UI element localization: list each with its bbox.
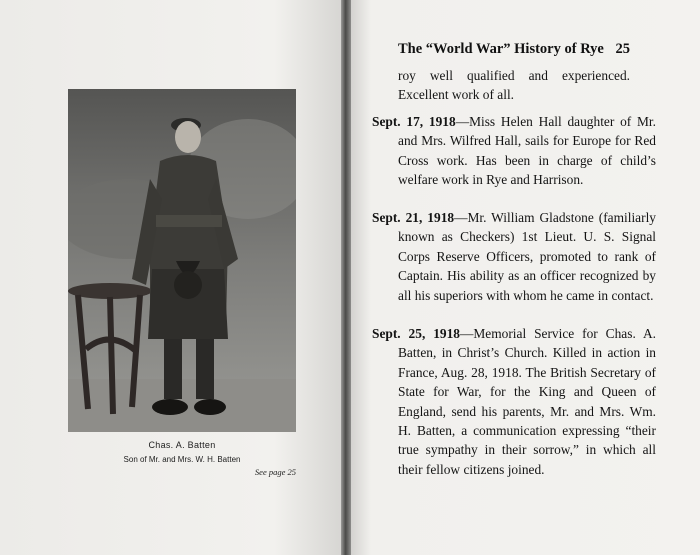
entry-text: —Miss Helen Hall daughter of Mr. and Mrs. Wilfred Hall, sails for Europe for Red Cross work. Has been in charge of child’s welfare work in Rye and Harrison. xyxy=(398,114,656,188)
soldier-photograph xyxy=(68,89,296,432)
header-title: The “World War” History of Rye xyxy=(398,41,604,57)
running-header xyxy=(398,41,630,58)
entry-sept-25 xyxy=(372,324,656,479)
entry-date: Sept. 17, 1918 xyxy=(372,114,456,129)
entry-date: Sept. 21, 1918 xyxy=(372,210,455,225)
continued-paragraph: roy well qualified and experienced. Excellent work of all. xyxy=(398,68,630,103)
page-number: 25 xyxy=(615,41,630,57)
entry-sept-21 xyxy=(372,208,656,305)
photo-caption-name: Chas. A. Batten xyxy=(148,440,216,450)
photo-caption-subtitle: Son of Mr. and Mrs. W. H. Batten xyxy=(123,455,241,464)
book-gutter xyxy=(341,0,351,555)
entry-text: —Mr. William Gladstone (familiarly known as Checkers) 1st Lieut. U. S. Signal Corps Reserve Officers, promoted to rank of Captain. His ability as an officer recognized by all his superiors with whom he came in contact. xyxy=(398,210,656,303)
entry-sept-17 xyxy=(372,112,656,190)
photo-caption-page-reference: See page 25 xyxy=(254,467,296,477)
soldier-figure-illustration xyxy=(68,89,296,432)
entry-text: —Memorial Service for Chas. A. Batten, in Christ’s Church. Killed in action in France, Aug. 28, 1918. The British Secretary of State for War, for the King and Queen of England, send his parents, Mr. and Mrs. Wm. H. Batten, a communication expressing “their true sympathy in their sorrow,” in which all their fellow citizens joined. xyxy=(398,326,656,477)
entry-date: Sept. 25, 1918 xyxy=(372,326,460,341)
